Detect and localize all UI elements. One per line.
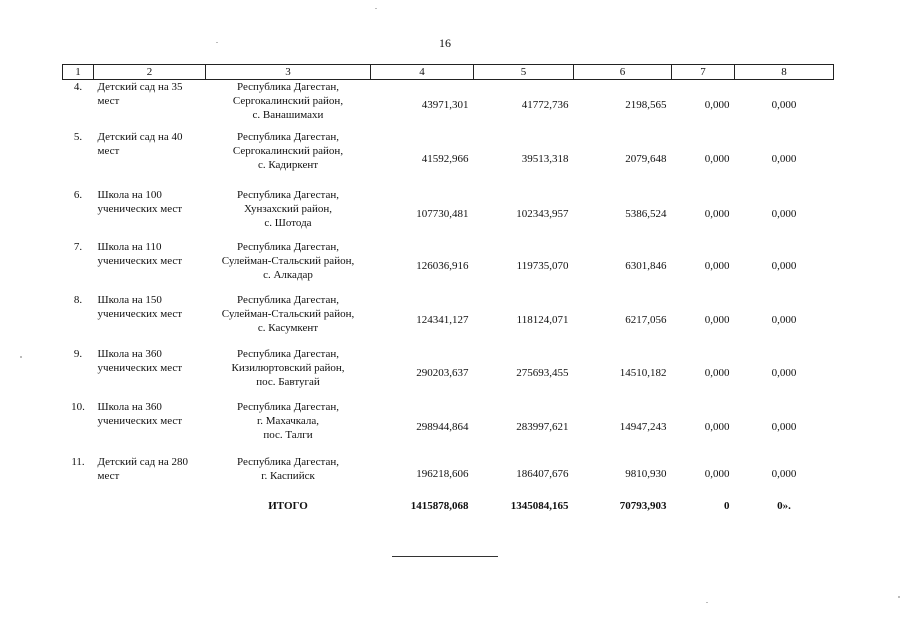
object-location (206, 347, 371, 400)
row-number: 8. (73, 293, 83, 306)
total-col5: 1345084,165 (510, 499, 569, 512)
object-name: Школа на 150 ученических мест (97, 293, 183, 320)
value-col6: 2079,648 (625, 152, 667, 165)
location-line: Республика Дагестан, (236, 240, 339, 253)
end-dash-line (392, 556, 498, 557)
value-col8: 0,000 (771, 207, 797, 220)
value-col7: 0,000 (704, 207, 730, 220)
header-cell: 8 (735, 65, 834, 80)
value-col8: 0,000 (771, 367, 797, 379)
location-line: Республика Дагестан, (236, 400, 339, 413)
table-row (63, 80, 834, 130)
value-col7: 0,000 (704, 421, 730, 433)
location-line: Сулейман-Стальский район, (221, 307, 355, 320)
total-empty-cell (94, 493, 206, 519)
location-line: Республика Дагестан, (236, 347, 339, 360)
row-number: 11. (71, 455, 85, 468)
object-name: Школа на 360 ученических мест (97, 400, 183, 427)
row-number: 9. (73, 347, 83, 360)
table-row (63, 130, 834, 188)
value-col6: 2198,565 (625, 98, 667, 111)
page-number: 16 (439, 36, 451, 50)
header-cell: 2 (94, 65, 206, 80)
object-location (206, 188, 371, 240)
scan-speck (216, 42, 218, 43)
value-col8: 0,000 (771, 467, 797, 480)
value-col4: 107730,481 (416, 207, 469, 220)
value-col4: 290203,637 (416, 367, 469, 379)
total-col8: 0». (777, 499, 791, 512)
location-line: г. Махачкала, (256, 414, 320, 427)
location-line: Сергокалинский район, (232, 95, 344, 107)
location-line: Республика Дагестан, (236, 293, 339, 306)
object-location (206, 400, 371, 455)
value-col5: 186407,676 (516, 467, 569, 480)
value-col8: 0,000 (771, 260, 797, 272)
location-line: пос. Талги (263, 428, 313, 441)
location-line: Сулейман-Стальский район, (221, 254, 355, 267)
object-location (206, 130, 371, 188)
table-row (63, 347, 834, 400)
value-col7: 0,000 (704, 260, 730, 272)
total-col7: 0 (724, 499, 730, 512)
location-line: Республика Дагестан, (236, 188, 339, 201)
object-location (206, 240, 371, 293)
value-col4: 43971,301 (421, 98, 469, 111)
header-cell: 4 (371, 65, 474, 80)
object-name: Детский сад на 35 мест (97, 81, 183, 107)
value-col8: 0,000 (771, 313, 797, 326)
value-col5: 119735,070 (516, 260, 569, 272)
value-col4: 298944,864 (416, 421, 469, 433)
table-row (63, 293, 834, 347)
location-line: с. Ванашимахи (252, 109, 324, 121)
value-col7: 0,000 (704, 152, 730, 165)
total-empty-cell (63, 493, 94, 519)
object-location (206, 80, 371, 130)
budget-table (62, 64, 834, 519)
value-col6: 9810,930 (625, 467, 667, 480)
value-col5: 275693,455 (516, 367, 569, 379)
row-number: 4. (73, 81, 83, 93)
row-number: 7. (73, 240, 83, 253)
value-col8: 0,000 (771, 152, 797, 165)
location-line: Кизилюртовский район, (231, 361, 345, 374)
header-cell: 5 (474, 65, 574, 80)
object-location (206, 455, 371, 493)
object-name: Школа на 110 ученических мест (97, 240, 183, 267)
header-cell: 1 (63, 65, 94, 80)
row-number: 5. (73, 130, 83, 143)
value-col5: 118124,071 (516, 313, 569, 326)
total-row (63, 493, 834, 519)
scan-speck (898, 596, 900, 598)
value-col4: 41592,966 (421, 152, 469, 165)
location-line: г. Каспийск (261, 469, 315, 482)
location-line: с. Кадиркент (257, 158, 319, 171)
value-col7: 0,000 (704, 467, 730, 480)
location-line: с. Шотода (264, 216, 312, 229)
value-col7: 0,000 (704, 98, 730, 111)
value-col5: 102343,957 (516, 207, 569, 220)
location-line: с. Алкадар (263, 268, 313, 281)
value-col6: 14510,182 (619, 367, 667, 379)
row-number: 6. (73, 188, 83, 201)
row-number: 10. (71, 400, 85, 413)
scan-speck (706, 602, 708, 603)
header-cell: 7 (672, 65, 735, 80)
header-cell: 6 (574, 65, 672, 80)
scan-speck (20, 356, 22, 358)
table-row (63, 400, 834, 455)
value-col6: 6301,846 (625, 260, 667, 272)
location-line: Сергокалинский район, (232, 144, 344, 157)
value-col5: 39513,318 (521, 152, 569, 165)
location-line: Республика Дагестан, (236, 130, 339, 143)
location-line: Республика Дагестан, (236, 81, 339, 93)
location-line: Республика Дагестан, (236, 455, 339, 468)
total-col6: 70793,903 (619, 499, 667, 512)
value-col4: 196218,606 (416, 467, 469, 480)
value-col5: 41772,736 (521, 98, 569, 111)
value-col4: 124341,127 (416, 313, 469, 326)
scan-speck (375, 8, 377, 9)
object-name: Детский сад на 40 мест (97, 130, 183, 157)
value-col7: 0,000 (704, 367, 730, 379)
value-col6: 5386,524 (625, 207, 667, 220)
location-line: с. Касумкент (257, 321, 319, 334)
total-col4: 1415878,068 (410, 499, 469, 512)
value-col6: 6217,056 (625, 313, 667, 326)
object-location (206, 293, 371, 347)
table-body (63, 80, 834, 519)
value-col6: 14947,243 (619, 421, 667, 433)
table-row (63, 188, 834, 240)
total-label: ИТОГО (268, 499, 308, 512)
object-name: Школа на 100 ученических мест (97, 188, 183, 215)
value-col8: 0,000 (771, 421, 797, 433)
table-header (63, 65, 834, 80)
object-name: Школа на 360 ученических мест (97, 347, 183, 374)
value-col8: 0,000 (771, 98, 797, 111)
location-line: пос. Бавтугай (256, 375, 320, 388)
value-col4: 126036,916 (416, 260, 469, 272)
location-line: Хунзахский район, (244, 202, 332, 215)
table-row (63, 455, 834, 493)
header-cell: 3 (206, 65, 371, 80)
object-name: Детский сад на 280 мест (97, 455, 188, 482)
table-row (63, 240, 834, 293)
value-col5: 283997,621 (516, 421, 569, 433)
value-col7: 0,000 (704, 313, 730, 326)
